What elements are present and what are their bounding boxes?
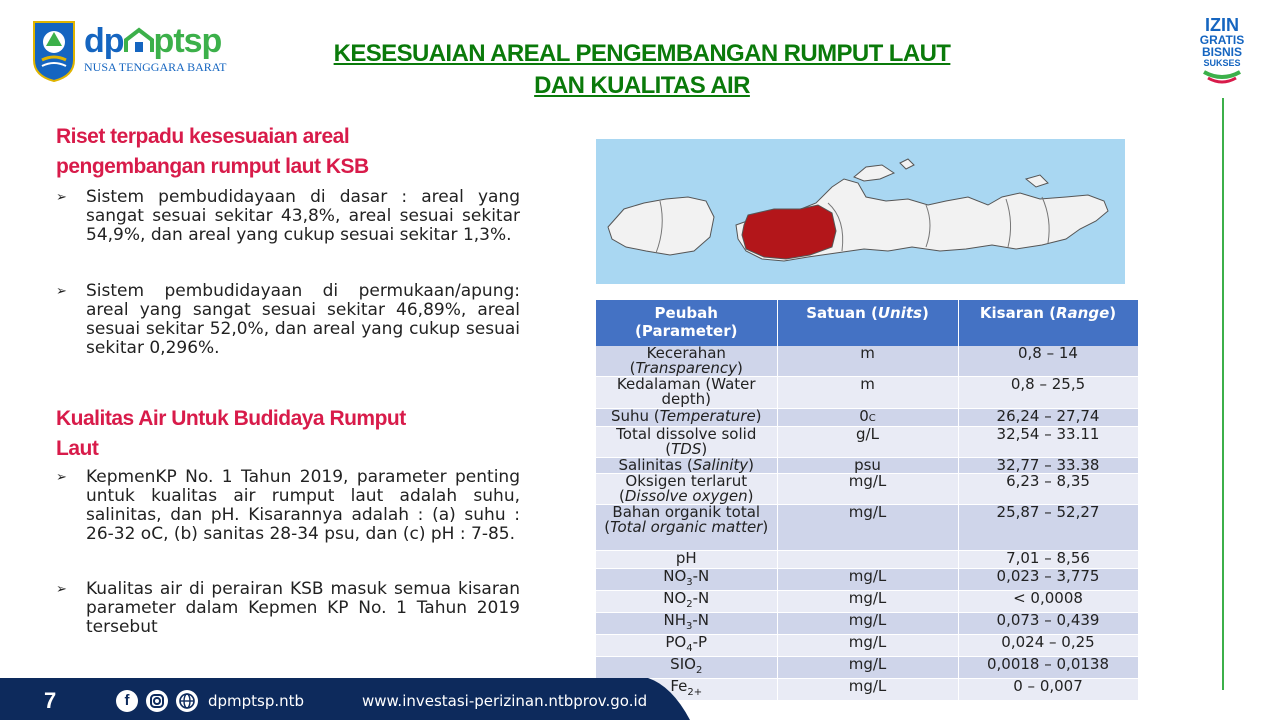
islet-2: [900, 159, 914, 169]
cell-range: 0 – 0,007: [958, 679, 1138, 701]
facebook-icon[interactable]: f: [116, 690, 138, 712]
table-row: [596, 346, 1138, 377]
heading-line: Riset terpadu kesesuaian areal: [56, 125, 350, 148]
cell-unit: mg/L: [777, 591, 958, 613]
bullet-text: Kualitas air di perairan KSB masuk semua kisaran parameter dalam Kepmen KP No. 1 Tahun 2019 tersebut: [86, 579, 520, 637]
cell-unit: 0C: [777, 409, 958, 427]
izin-word-4: SUKSES: [1203, 58, 1241, 68]
cell-range: 6,23 – 8,35: [958, 474, 1138, 505]
cell-parameter: $Fe_{2+}$: [596, 679, 777, 701]
table-row: [596, 591, 1138, 613]
cell-range: 0,073 – 0,439: [958, 613, 1138, 635]
brand-suffix: ptsp: [153, 22, 222, 60]
cell-unit: psu: [777, 458, 958, 474]
cell-unit: m: [777, 377, 958, 409]
social-handle[interactable]: dpmptsp.ntb: [208, 692, 305, 710]
heading-line: Laut: [56, 437, 99, 460]
brand-region: NUSA TENGGARA BARAT: [84, 60, 227, 74]
cell-range: 32,54 – 33.11: [958, 427, 1138, 458]
table-row: [596, 377, 1138, 409]
cell-parameter: Suhu (Temperature): [596, 409, 777, 427]
cell-range: 25,87 – 52,27: [958, 505, 1138, 551]
dpmptsp-brand-logo: [84, 24, 226, 75]
cell-unit: mg/L: [777, 505, 958, 551]
cell-range: 0,024 – 0,25: [958, 635, 1138, 657]
arrow-bullet-icon: ➢: [56, 190, 67, 205]
cell-range: 7,01 – 8,56: [958, 551, 1138, 569]
cell-parameter: $SIO_2$: [596, 657, 777, 679]
cell-range: 0,0018 – 0,0138: [958, 657, 1138, 679]
globe-icon[interactable]: [176, 690, 198, 712]
izin-gratis-logo-icon: [1196, 14, 1248, 88]
cell-unit: mg/L: [777, 679, 958, 701]
izin-word-1: IZIN: [1205, 15, 1239, 35]
arrow-bullet-icon: ➢: [56, 582, 67, 597]
table-row: [596, 635, 1138, 657]
website-link[interactable]: www.investasi-perizinan.ntbprov.go.id: [362, 692, 648, 710]
heading-line: Kualitas Air Untuk Budidaya Rumput: [56, 407, 406, 430]
arrow-bullet-icon: ➢: [56, 284, 67, 299]
table-row: [596, 613, 1138, 635]
table-row: [596, 569, 1138, 591]
heading-line: pengembangan rumput laut KSB: [56, 155, 369, 178]
cell-range: 0,8 – 14: [958, 346, 1138, 377]
bullet-item: [56, 468, 520, 544]
cell-unit: mg/L: [777, 474, 958, 505]
water-quality-table: [596, 300, 1139, 701]
table-row: [596, 409, 1138, 427]
arrow-bullet-icon: ➢: [56, 470, 67, 485]
ksb-highlight-region: [742, 205, 836, 259]
table-row: [596, 551, 1138, 569]
cell-parameter: pH: [596, 551, 777, 569]
cell-unit: m: [777, 346, 958, 377]
page-title: [300, 38, 984, 102]
cell-parameter: $NH_3-N$: [596, 613, 777, 635]
table-header-row: [596, 300, 1138, 346]
table-row: [596, 505, 1138, 551]
brand-prefix: dp: [84, 22, 124, 60]
cell-range: 26,24 – 27,74: [958, 409, 1138, 427]
page-number: 7: [44, 688, 57, 713]
instagram-icon[interactable]: [146, 690, 168, 712]
col-header-parameter: Peubah (Parameter): [596, 300, 777, 346]
izin-word-2: GRATIS: [1199, 33, 1245, 47]
ntb-government-crest-icon: [32, 20, 76, 82]
islet-3: [1026, 175, 1048, 187]
islet-1: [854, 165, 894, 181]
cell-parameter: Total dissolve solid (TDS): [596, 427, 777, 458]
right-divider-line: [1222, 98, 1224, 690]
cell-unit: mg/L: [777, 613, 958, 635]
table-row: [596, 474, 1138, 505]
cell-parameter: Kecerahan (Transparency): [596, 346, 777, 377]
bullet-item: [56, 580, 520, 637]
section-heading-riset: [56, 122, 526, 182]
cell-parameter: Bahan organik total (Total organic matter): [596, 505, 777, 551]
col-header-range: Kisaran (Range): [958, 300, 1138, 346]
table-body: [596, 346, 1138, 701]
table-row: [596, 657, 1138, 679]
bullet-text: Sistem pembudidayaan di dasar : areal yang sangat sesuai sekitar 43,8%, areal sesuai sekitar 54,9%, dan areal yang cukup sesuai sekitar 1,3%.: [86, 187, 520, 245]
cell-unit: [777, 551, 958, 569]
cell-parameter: $NO_2-N$: [596, 591, 777, 613]
title-line-2: DAN KUALITAS AIR: [534, 72, 750, 99]
bullet-text: Sistem pembudidayaan di permukaan/apung: areal yang sangat sesuai sekitar 46,89%, areal sesuai sekitar 52,0%, dan areal yang cukup sesuai sekitar 0,296%.: [86, 281, 520, 358]
cell-range: 0,8 – 25,5: [958, 377, 1138, 409]
cell-parameter: $PO_4-P$: [596, 635, 777, 657]
cell-parameter: Oksigen terlarut (Dissolve oxygen): [596, 474, 777, 505]
cell-unit: g/L: [777, 427, 958, 458]
brand-house-icon: [124, 26, 154, 54]
col-header-units: Satuan (Units): [777, 300, 958, 346]
cell-unit: mg/L: [777, 657, 958, 679]
cell-parameter: $NO_3-N$: [596, 569, 777, 591]
ntb-region-map: [596, 139, 1125, 284]
cell-unit: mg/L: [777, 569, 958, 591]
cell-range: 0,023 – 3,775: [958, 569, 1138, 591]
izin-word-3: BISNIS: [1201, 45, 1243, 59]
cell-parameter: Salinitas (Salinity): [596, 458, 777, 474]
bullet-item: [56, 188, 520, 245]
bullet-text: KepmenKP No. 1 Tahun 2019, parameter penting untuk kualitas air rumput laut adalah suhu, salinitas, dan pH. Kisarannya adalah : (a) suhu : 26-32 oC, (b) sanitas 28-34 psu, dan (c) pH : 7-85.: [86, 467, 520, 544]
title-line-1: KESESUAIAN AREAL PENGEMBANGAN RUMPUT LAUT: [333, 40, 951, 67]
table-row: [596, 427, 1138, 458]
section-heading-kualitas-air: [56, 404, 526, 464]
bullet-item: [56, 282, 520, 358]
cell-range: 32,77 – 33.38: [958, 458, 1138, 474]
table-row: [596, 458, 1138, 474]
cell-range: < 0,0008: [958, 591, 1138, 613]
cell-parameter: Kedalaman (Water depth): [596, 377, 777, 409]
cell-unit: mg/L: [777, 635, 958, 657]
